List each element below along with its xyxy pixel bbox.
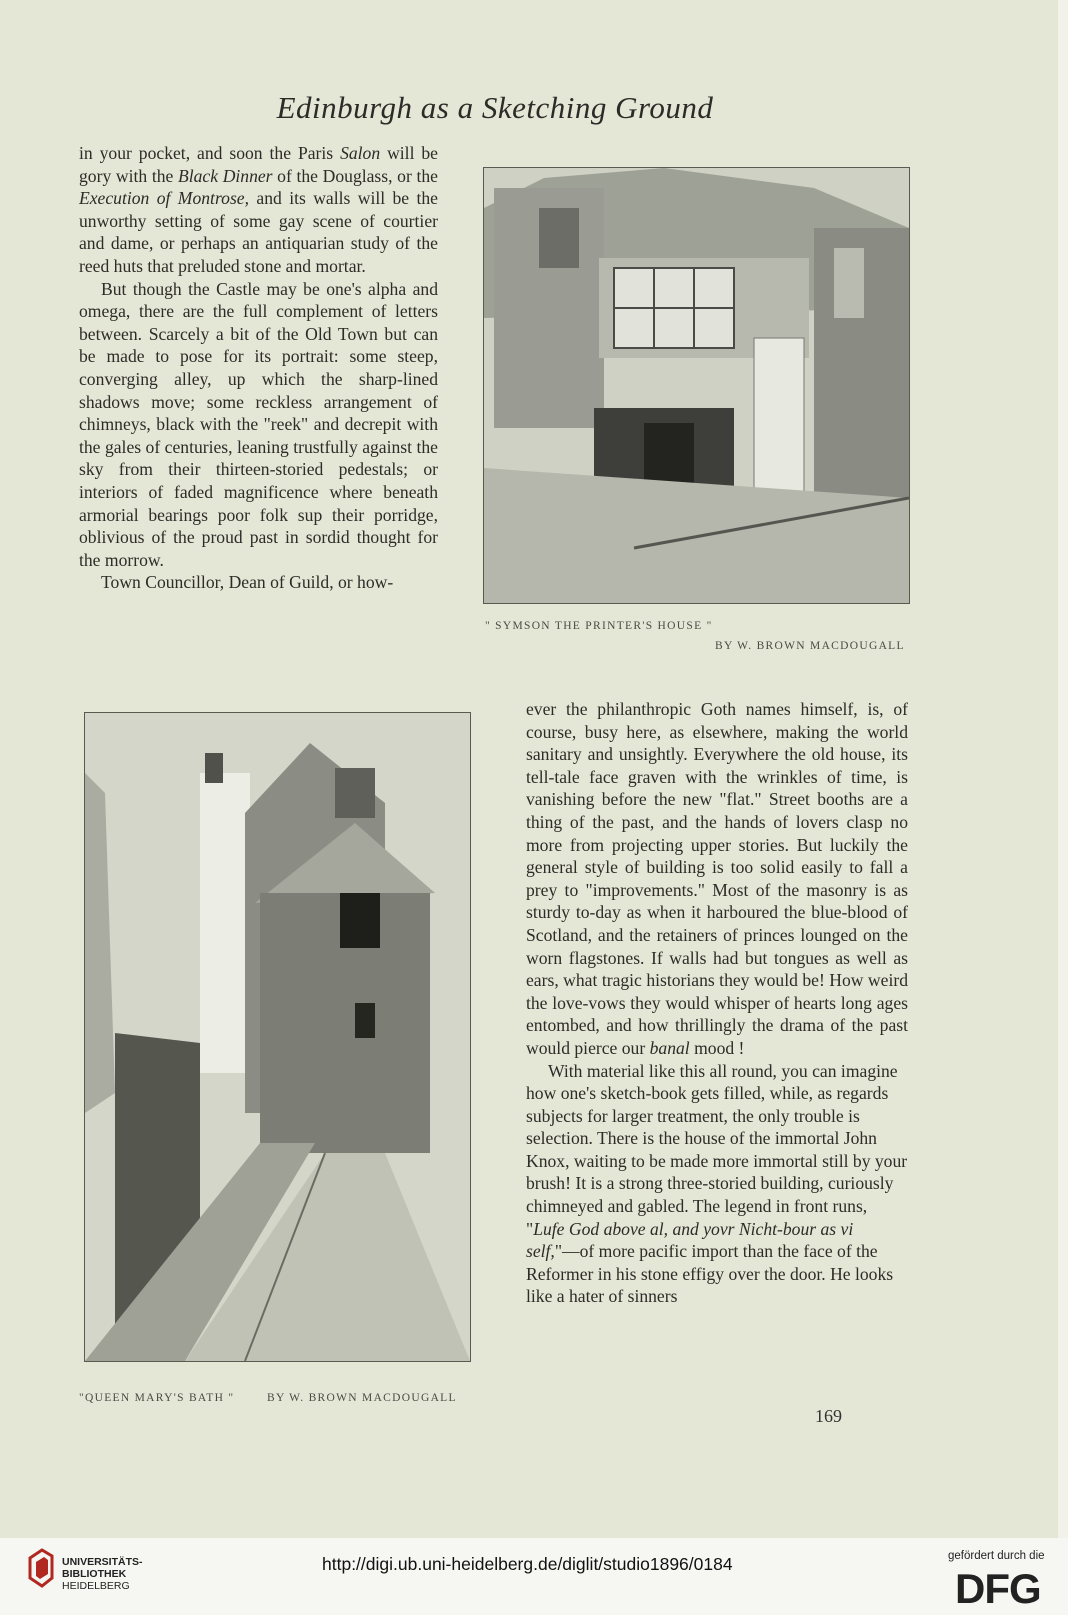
- library-logo-icon: [26, 1548, 56, 1588]
- text-run: and its walls will be the unworthy setting of some gay scene of courtier and dame, or perhaps an antiquarian study of the reed huts that preluded stone and mortar.: [79, 188, 438, 276]
- italic-legend: Lufe God above al, and yovr Nicht-bour as vi self,: [526, 1218, 854, 1262]
- house-sketch: [484, 168, 909, 603]
- italic-title: Black Dinner: [177, 165, 273, 186]
- library-line: HEIDELBERG: [62, 1580, 130, 1592]
- footer-bar: [0, 1538, 1068, 1615]
- text-run: ever the philanthropic Goth names himself, is, of course, busy here, as elsewhere, making the world sanitary and unsightly. Everywhere the old house, its tell-tale face graven with the wrinkles of time, is vanishing before the new "flat." Street booths are a thing of the past, and the hands of lovers clasp no more from projecting upper stories. But luckily the general style of building is too solid easily to fall a prey to "improvements." Most of the masonry is as sturdy to-day as when it harboured the blue-blood of Scotland, and the retainers of princes lounged on the worn flagstones. If walls had but tongues as well as ears, what tragic historians they would be! How weird the love-vows they would whisper of hearts long ages entombed, and how thrillingly the drama of the past would pierce our: [526, 699, 908, 1058]
- tower-sketch: [85, 713, 470, 1361]
- text-run: of the Douglass, or the: [272, 165, 438, 186]
- italic-word: banal: [649, 1037, 690, 1058]
- text-column-left: [79, 142, 438, 594]
- page-number: 169: [815, 1406, 842, 1426]
- paragraph: [79, 142, 438, 278]
- figure-credit: BY W. BROWN MACDOUGALL: [267, 1392, 457, 1404]
- page-edge: [1058, 0, 1068, 1538]
- paragraph: [526, 698, 908, 1060]
- dfg-logo: DFG: [955, 1565, 1041, 1612]
- running-head: Edinburgh as a Sketching Ground: [276, 90, 714, 125]
- text-run: With material like this all round, you can imagine how one's sketch-book gets filled, while, as regards subjects for larger treatment, the only trouble is selection. There is the house of the immortal John Knox, waiting to be made more immortal still by your brush! It is a strong three-storied building, curiously chimneyed and gabled. The legend in front runs, ": [526, 1060, 908, 1239]
- text-column-right: [526, 698, 908, 1308]
- paragraph: [526, 1060, 908, 1309]
- text-run: mood !: [689, 1037, 745, 1058]
- figure-caption: "QUEEN MARY'S BATH ": [79, 1392, 235, 1404]
- illustration-symson-printers-house: [483, 167, 910, 604]
- text-run: will be gory with the: [79, 143, 438, 186]
- figure-credit: BY W. BROWN MACDOUGALL: [715, 640, 905, 652]
- illustration-queen-marys-bath: [84, 712, 471, 1362]
- paragraph: Town Councillor, Dean of Guild, or how-: [101, 572, 394, 593]
- funded-by-label: gefördert durch die: [948, 1550, 1045, 1562]
- library-name: [62, 1556, 143, 1592]
- paragraph: But though the Castle may be one's alpha and omega, there are the full complement of letters between. Scarcely a bit of the Old Town but can be made to pose for its portrait: some steep, converging alley, up which the sharp-lined shadows move; some reckless arrangement of chimneys, black with the "reek" and decrepit with the gales of centuries, leaning trustfully against the sky from their thirteen-storied pedestals; or interiors of faded magnificence where beneath armorial bearings poor folk sup their porridge, oblivious of the proud past in sordid thought for the morrow.: [79, 278, 438, 570]
- library-line: BIBLIOTHEK: [62, 1568, 127, 1580]
- figure-caption: " SYMSON THE PRINTER'S HOUSE ": [485, 620, 713, 632]
- permalink-url[interactable]: http://digi.ub.uni-heidelberg.de/diglit/studio1896/0184: [322, 1554, 733, 1574]
- italic-title: Execution of Montrose,: [79, 188, 249, 209]
- library-line: UNIVERSITÄTS-: [62, 1556, 143, 1568]
- italic-title: Salon: [340, 143, 381, 163]
- text-run: in your pocket, and soon the Paris: [79, 143, 341, 163]
- text-run: "—of more pacific import than the face of the Reformer in his stone effigy over the door. He looks like a hater of sinners: [526, 1241, 894, 1307]
